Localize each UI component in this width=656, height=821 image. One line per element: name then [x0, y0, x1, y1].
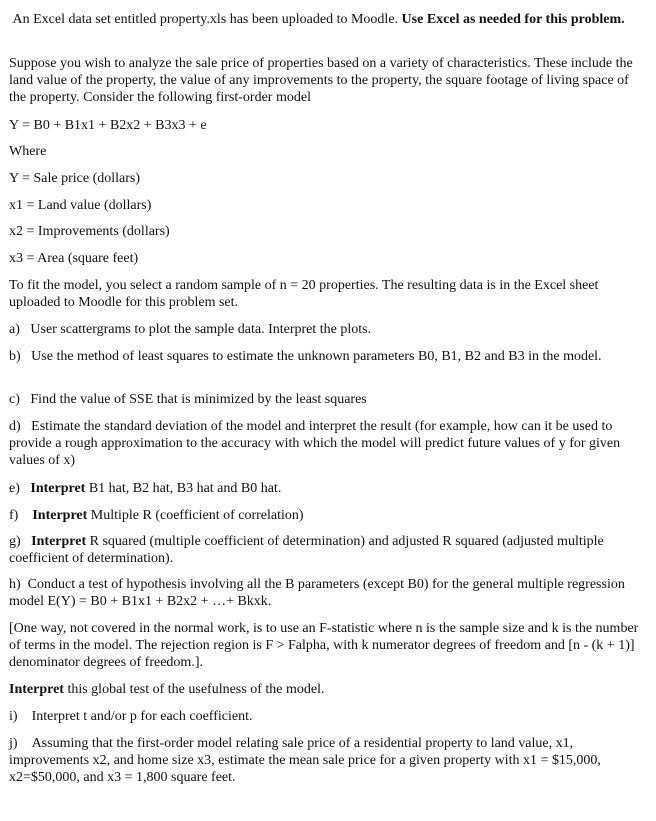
part-d: [9, 418, 641, 469]
part-b: [9, 348, 641, 365]
sample-paragraph: To fit the model, you select a random sample of n = 20 properties. The resulting data is in the Excel sheet uploaded to Moodle for this problem set.: [9, 278, 599, 310]
intro-bold: Use Excel as needed for this problem.: [401, 12, 625, 27]
part-c-text: Find the value of SSE that is minimized by the least squares: [30, 392, 367, 407]
part-i-text: Interpret t and/or p for each coefficient.: [31, 709, 253, 724]
definition-x2: x2 = Improvements (dollars): [9, 224, 170, 239]
part-h-interpret-text: this global test of the usefulness of the model.: [63, 682, 325, 697]
part-e: [9, 480, 641, 497]
intro-paragraph: [9, 11, 641, 28]
part-c-label: c): [9, 392, 20, 407]
definition-y: Y = Sale price (dollars): [9, 171, 140, 186]
part-e-text: B1 hat, B2 hat, B3 hat and B0 hat.: [85, 481, 282, 496]
where-label: Where: [9, 144, 47, 159]
part-j-text: Assuming that the first-order model relating sale price of a residential property to land value, x1, improvements x2, and home size x3, estimate the mean sale price for a given property with x1 = $15,000, x2=$50,000, and x3 = 1,800 square feet.: [9, 736, 601, 785]
part-e-label: e): [9, 481, 20, 496]
part-a-label: a): [9, 322, 20, 337]
part-a: [9, 321, 641, 338]
part-h-interpret: [9, 681, 641, 698]
part-f-label: f): [9, 508, 19, 523]
part-j-label: j): [9, 736, 18, 751]
context-paragraph: Suppose you wish to analyze the sale price of properties based on a variety of characteristics. These include the land value of the property, the value of any improvements to the property, the square footage of living space of the property. Consider the following first-order model: [9, 56, 633, 105]
part-g-label: g): [9, 534, 21, 549]
part-h-interpret-bold: Interpret: [9, 682, 64, 697]
intro-lead: An Excel data set entitled property.xls has been uploaded to Moodle.: [12, 12, 399, 27]
part-b-text: Use the method of least squares to estimate the unknown parameters B0, B1, B2 and B3 in the model.: [31, 349, 602, 364]
definition-x3: x3 = Area (square feet): [9, 251, 139, 266]
part-a-text: User scattergrams to plot the sample data. Interpret the plots.: [30, 322, 372, 337]
part-f-text: Multiple R (coefficient of correlation): [87, 508, 304, 523]
part-h-text: Conduct a test of hypothesis involving all the B parameters (except B0) for the general multiple regression model E(Y) = B0 + B1x1 + B2x2 + …+ Bkxk.: [9, 577, 625, 609]
definition-x1: x1 = Land value (dollars): [9, 198, 152, 213]
part-d-label: d): [9, 419, 21, 434]
part-g-bold: Interpret: [31, 534, 87, 549]
part-i: [9, 708, 641, 725]
part-h-label: h): [9, 577, 21, 592]
part-g-text: R squared (multiple coefficient of determination) and adjusted R squared (adjusted multiple coefficient of determination).: [9, 534, 604, 566]
part-g: [9, 533, 641, 567]
part-c: [9, 391, 641, 408]
part-f-bold: Interpret: [32, 508, 88, 523]
part-e-bold: Interpret: [30, 481, 86, 496]
model-equation: Y = B0 + B1x1 + B2x2 + B3x3 + e: [9, 118, 207, 133]
part-d-text: Estimate the standard deviation of the model and interpret the result (for example, how can it be used to provide a rough approximation to the accuracy with which the model will predict future values of y for given values of x): [9, 419, 621, 468]
part-h: [9, 576, 641, 610]
part-j: [9, 735, 641, 786]
part-i-label: i): [9, 709, 18, 724]
part-f: [9, 507, 641, 524]
part-h-note: [One way, not covered in the normal work, is to use an F-statistic where n is the sample size and k is the number of terms in the model. The rejection region is F > Falpha, with k numerator degrees of freedom and [n - (k + 1)] denominator degrees of freedom.].: [9, 621, 639, 670]
part-b-label: b): [9, 349, 21, 364]
